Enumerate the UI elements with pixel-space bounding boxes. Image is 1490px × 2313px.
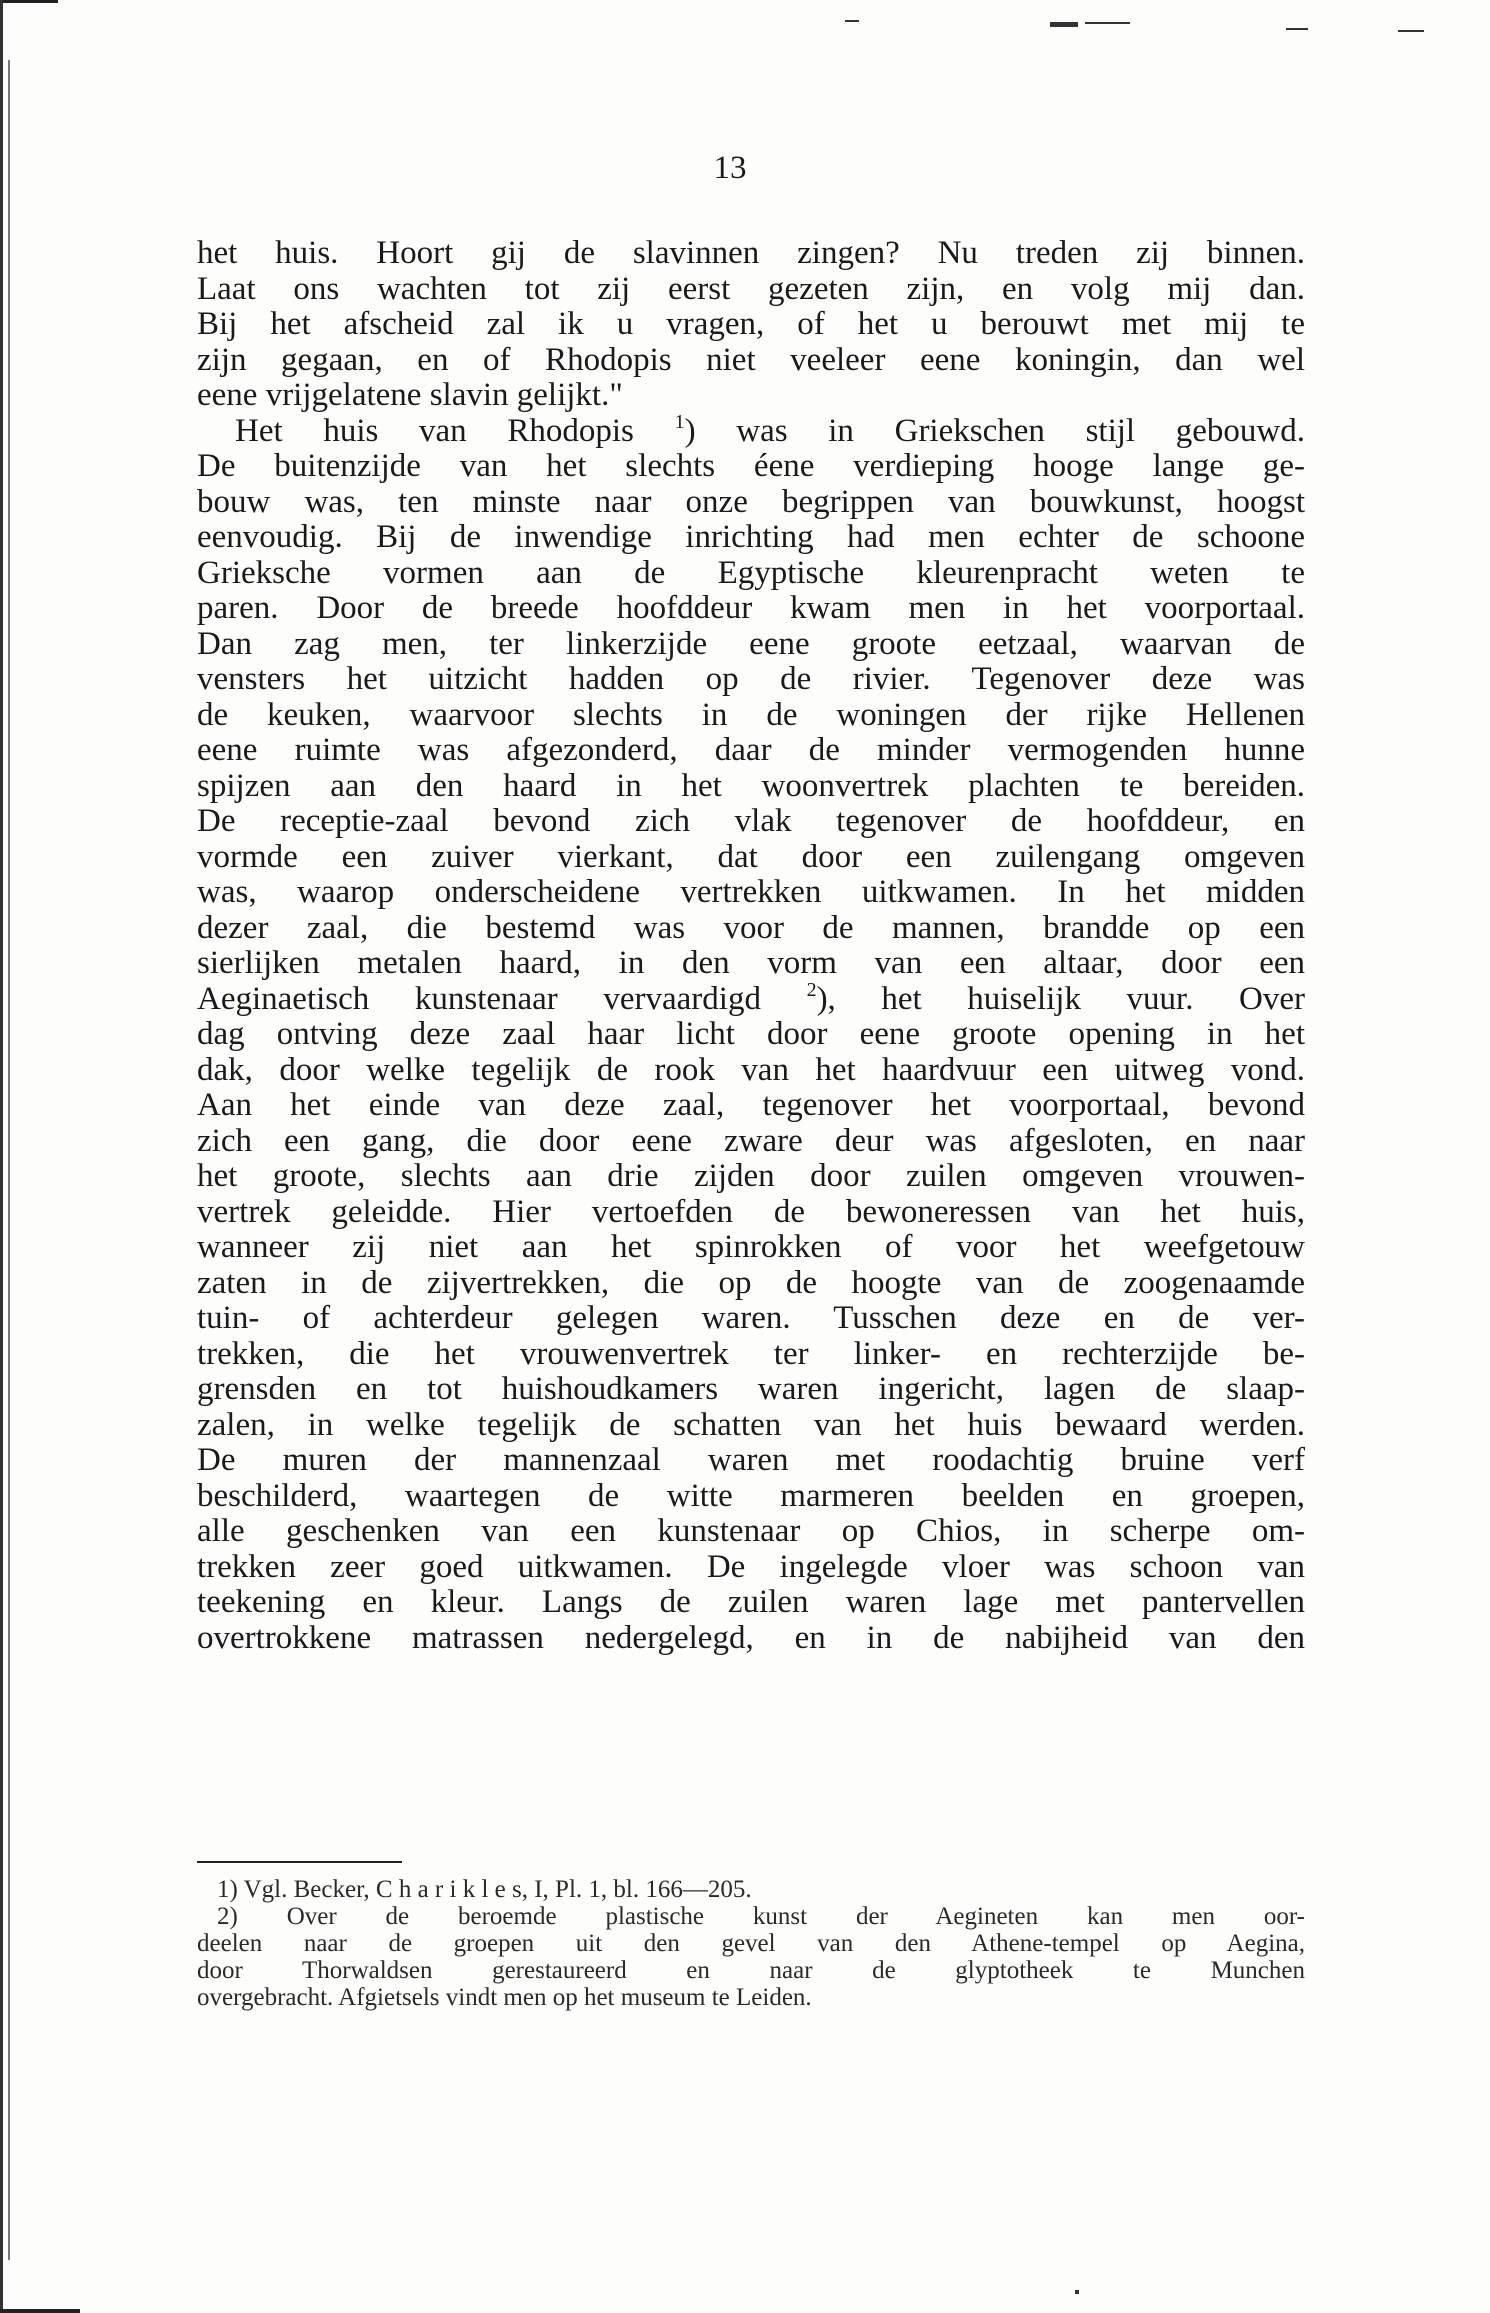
- footnote-line: overgebracht. Afgietsels vindt men op het museum te Leiden.: [197, 1984, 812, 2011]
- footnote-line: door Thorwaldsen gerestaureerd en naar de glyptotheek te Munchen: [197, 1957, 1305, 1984]
- text-line: spijzen aan den haard in het woonvertrek plachten te bereiden.: [197, 767, 1305, 804]
- text-line: zich een gang, die door eene zware deur was afgesloten, en naar: [197, 1122, 1305, 1159]
- text-line: eenvoudig. Bij de inwendige inrichting had men echter de schoone: [197, 519, 1305, 555]
- scan-speck: [845, 20, 859, 22]
- footnote-line: deelen naar de groepen uit den gevel van den Athene-tempel op Aegina,: [197, 1930, 1305, 1957]
- text-line: het huis. Hoort gij de slavinnen zingen? Nu treden zij binnen.: [197, 235, 1305, 271]
- text-line: dezer zaal, die bestemd was voor de mannen, brandde op een: [197, 909, 1305, 946]
- scan-speck: [1398, 30, 1424, 32]
- text-line: alle geschenken van een kunstenaar op Chios, in scherpe om-: [197, 1513, 1305, 1549]
- text-line: vormde een zuiver vierkant, dat door een zuilengang omgeven: [197, 838, 1305, 875]
- text-line: zalen, in welke tegelijk de schatten van het huis bewaard werden.: [197, 1406, 1305, 1443]
- text-line: de keuken, waarvoor slechts in de woningen der rijke Hellenen: [197, 696, 1305, 733]
- text-line: vertrek geleidde. Hier vertoefden de bewoneressen van het huis,: [197, 1193, 1305, 1230]
- text-line: De muren der mannenzaal waren met roodachtig bruine verf: [197, 1442, 1305, 1478]
- text-line: De receptie-zaal bevond zich vlak tegenover de hoofddeur, en: [197, 803, 1305, 839]
- text-line: Laat ons wachten tot zij eerst gezeten zijn, en volg mij dan.: [197, 270, 1305, 307]
- footnote-ref: 2: [806, 978, 817, 1001]
- text-line: vensters het uitzicht hadden op de rivier. Tegenover deze was: [197, 661, 1305, 697]
- footnote-line: 1) Vgl. Becker, C h a r i k l e s, I, Pl. 1, bl. 166—205.: [217, 1876, 752, 1903]
- footnote-line: 2) Over de beroemde plastische kunst der Aegineten kan men oor-: [217, 1903, 1305, 1930]
- text-line: Grieksche vormen aan de Egyptische kleurenpracht weten te: [197, 554, 1305, 591]
- text-line: dak, door welke tegelijk de rook van het haardvuur een uitweg vond.: [197, 1051, 1305, 1088]
- text-line: teekening en kleur. Langs de zuilen waren lage met pantervellen: [197, 1584, 1305, 1620]
- footnote-ref: 1: [674, 410, 685, 433]
- scan-edge-top: [0, 0, 58, 3]
- text-line: beschilderd, waartegen de witte marmeren beelden en groepen,: [197, 1477, 1305, 1514]
- text-line: overtrokkene matrassen nedergelegd, en in de nabijheid van den: [197, 1619, 1305, 1656]
- scan-speck: [1050, 22, 1078, 27]
- text-line: eene vrijgelatene slavin gelijkt.": [197, 377, 623, 413]
- scan-edge-bottom: [0, 2309, 80, 2313]
- text-line: [197, 410, 1306, 450]
- text-segment: Aeginaetisch kunstenaar vervaardigd: [197, 980, 761, 1017]
- text-line: Dan zag men, ter linkerzijde eene groote eetzaal, waarvan de: [197, 625, 1305, 662]
- text-segment: ), het huiselijk vuur. Over: [816, 980, 1306, 1017]
- text-line: sierlijken metalen haard, in den vorm van een altaar, door een: [197, 945, 1305, 981]
- text-line: wanneer zij niet aan het spinrokken of voor het weefgetouw: [197, 1229, 1305, 1265]
- text-line: paren. Door de breede hoofddeur kwam men in het voorportaal.: [197, 590, 1305, 626]
- footnote-divider: [197, 1861, 402, 1863]
- text-line: [197, 978, 1306, 1018]
- text-line: tuin- of achterdeur gelegen waren. Tusschen deze en de ver-: [197, 1300, 1305, 1336]
- text-line: bouw was, ten minste naar onze begrippen van bouwkunst, hoogst: [197, 483, 1305, 520]
- scan-edge-left-inner: [8, 60, 10, 2260]
- text-line: zijn gegaan, en of Rhodopis niet veeleer eene koningin, dan wel: [197, 341, 1305, 378]
- text-line: trekken zeer goed uitkwamen. De ingelegde vloer was schoon van: [197, 1548, 1305, 1585]
- body-text: [197, 236, 1305, 1656]
- text-line: eene ruimte was afgezonderd, daar de minder vermogenden hunne: [197, 732, 1305, 768]
- text-segment: ) was in Griekschen stijl gebouwd.: [684, 412, 1306, 449]
- text-line: Bij het afscheid zal ik u vragen, of het u berouwt met mij te: [197, 306, 1305, 342]
- text-line: zaten in de zijvertrekken, die op de hoogte van de zoogenaamde: [197, 1264, 1305, 1301]
- footnotes: [197, 1876, 1305, 2011]
- text-line: dag ontving deze zaal haar licht door eene groote opening in het: [197, 1016, 1305, 1052]
- scan-speck: [1286, 28, 1308, 30]
- scan-speck: [1075, 2290, 1079, 2294]
- scan-speck: [1085, 22, 1130, 24]
- page-number: 13: [713, 150, 747, 186]
- text-line: was, waarop onderscheidene vertrekken uitkwamen. In het midden: [197, 874, 1305, 910]
- text-segment: Het huis van Rhodopis: [235, 412, 634, 449]
- text-line: De buitenzijde van het slechts éene verdieping hooge lange ge-: [197, 448, 1305, 484]
- text-line: grensden en tot huishoudkamers waren ingericht, lagen de slaap-: [197, 1371, 1305, 1407]
- scan-edge-left: [0, 0, 3, 2313]
- text-line: trekken, die het vrouwenvertrek ter linker- en rechterzijde be-: [197, 1335, 1305, 1372]
- text-line: Aan het einde van deze zaal, tegenover het voorportaal, bevond: [197, 1087, 1305, 1123]
- text-line: het groote, slechts aan drie zijden door zuilen omgeven vrouwen-: [197, 1158, 1305, 1194]
